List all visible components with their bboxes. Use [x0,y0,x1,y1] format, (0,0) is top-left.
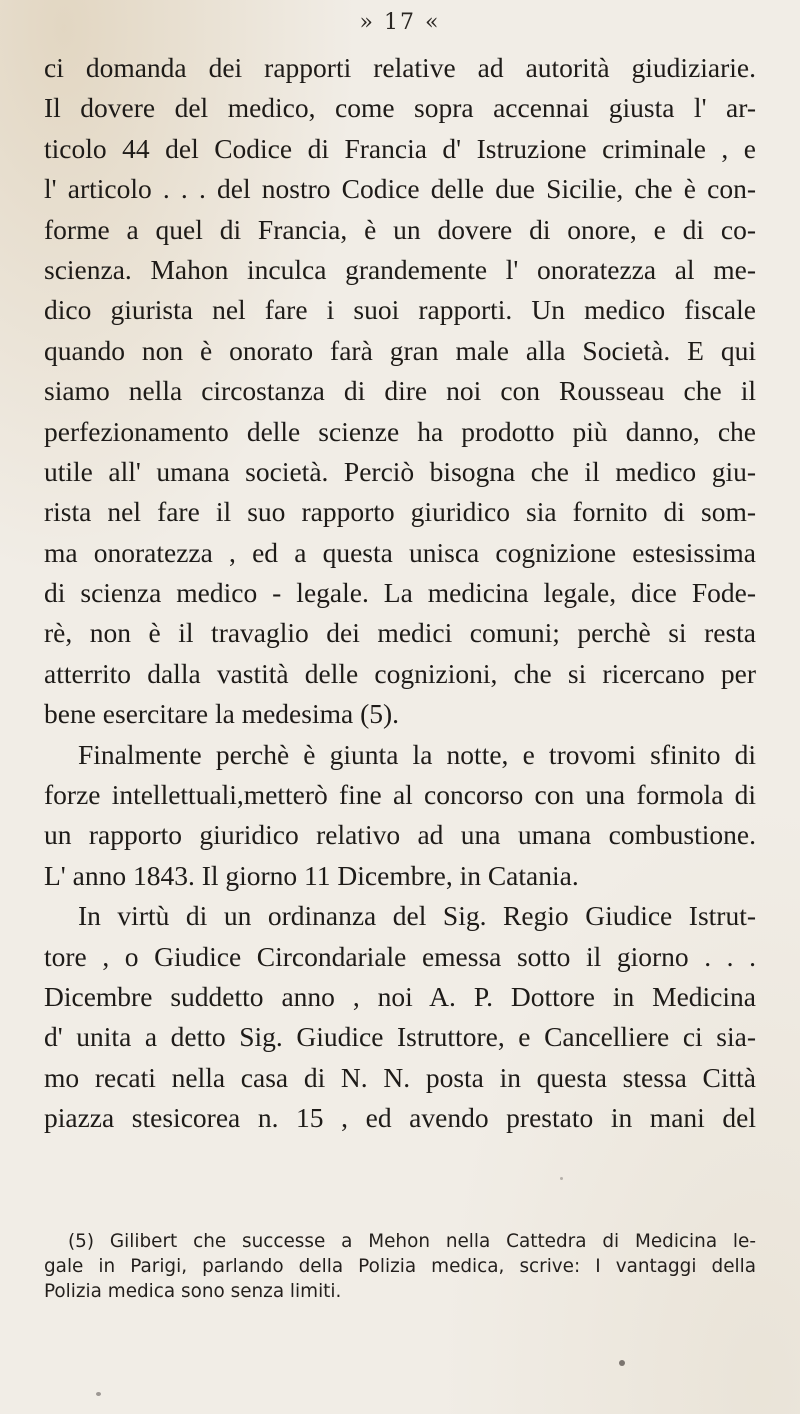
text-line: piazza stesicorea n. 15 , ed avendo prestato in mani del [44,1102,756,1134]
text-line: Finalmente perchè è giunta la notte, e trovomi sfinito di [78,738,756,770]
text-line: ticolo 44 del Codice di Francia d' Istruzione criminale , e [44,132,756,164]
ink-speck [619,1360,625,1366]
footnote-block [44,1229,756,1304]
text-line: ma onoratezza , ed a questa unisca cognizione estesissima [44,536,756,568]
text-line: tore , o Giudice Circondariale emessa sotto il giorno . . . [44,940,756,972]
text-line: siamo nella circostanza di dire noi con Rousseau che il [44,375,756,407]
text-line: ci domanda dei rapporti relative ad autorità giudiziarie. [44,52,756,83]
text-line: atterrito dalla vastità delle cognizioni, che si ricercano per [44,657,756,689]
text-line: dico giurista nel fare i suoi rapporti. Un medico fiscale [44,294,756,326]
ink-speck [560,1177,563,1180]
text-line: bene esercitare la medesima (5). [44,698,400,730]
text-line: forze intellettuali,metterò fine al concorso con una formola di [44,779,756,811]
text-line: quando non è onorato farà gran male alla Società. E qui [44,334,756,366]
text-line: utile all' umana società. Perciò bisogna che il medico giu- [44,455,756,487]
ink-speck [96,1392,101,1396]
main-text-block [44,48,756,1139]
text-line: L' anno 1843. Il giorno 11 Dicembre, in Catania. [44,859,579,891]
footnote-line: Polizia medica sono senza limiti. [44,1281,342,1302]
text-line: rista nel fare il suo rapporto giuridico sia fornito di som- [44,496,756,528]
text-line: perfezionamento delle scienze ha prodotto più danno, che [44,415,756,447]
text-line: Il dovere del medico, come sopra accennai giusta l' ar- [44,92,756,124]
text-line: d' unita a detto Sig. Giudice Istruttore, e Cancelliere ci sia- [44,1021,756,1053]
text-line: l' articolo . . . del nostro Codice delle due Sicilie, che è con- [44,173,756,205]
footnote-line: (5) Gilibert che successe a Mehon nella Cattedra di Medicina le- [68,1231,756,1252]
text-line: mo recati nella casa di N. N. posta in questa stessa Città [44,1061,756,1093]
text-line: un rapporto giuridico relativo ad una umana combustione. [44,819,756,851]
text-line: di scienza medico - legale. La medicina legale, dice Fode- [44,577,756,609]
text-line: forme a quel di Francia, è un dovere di onore, e di co- [44,213,756,245]
text-line: Dicembre suddetto anno , noi A. P. Dottore in Medicina [44,980,756,1012]
text-line: scienza. Mahon inculca grandemente l' onoratezza al me- [44,253,756,285]
footnote-line: gale in Parigi, parlando della Polizia medica, scrive: I vantaggi della [44,1256,756,1277]
page-number-header: » 17 « [359,10,441,35]
text-line: In virtù di un ordinanza del Sig. Regio Giudice Istrut- [78,900,756,932]
text-line: rè, non è il travaglio dei medici comuni; perchè si resta [44,617,756,649]
